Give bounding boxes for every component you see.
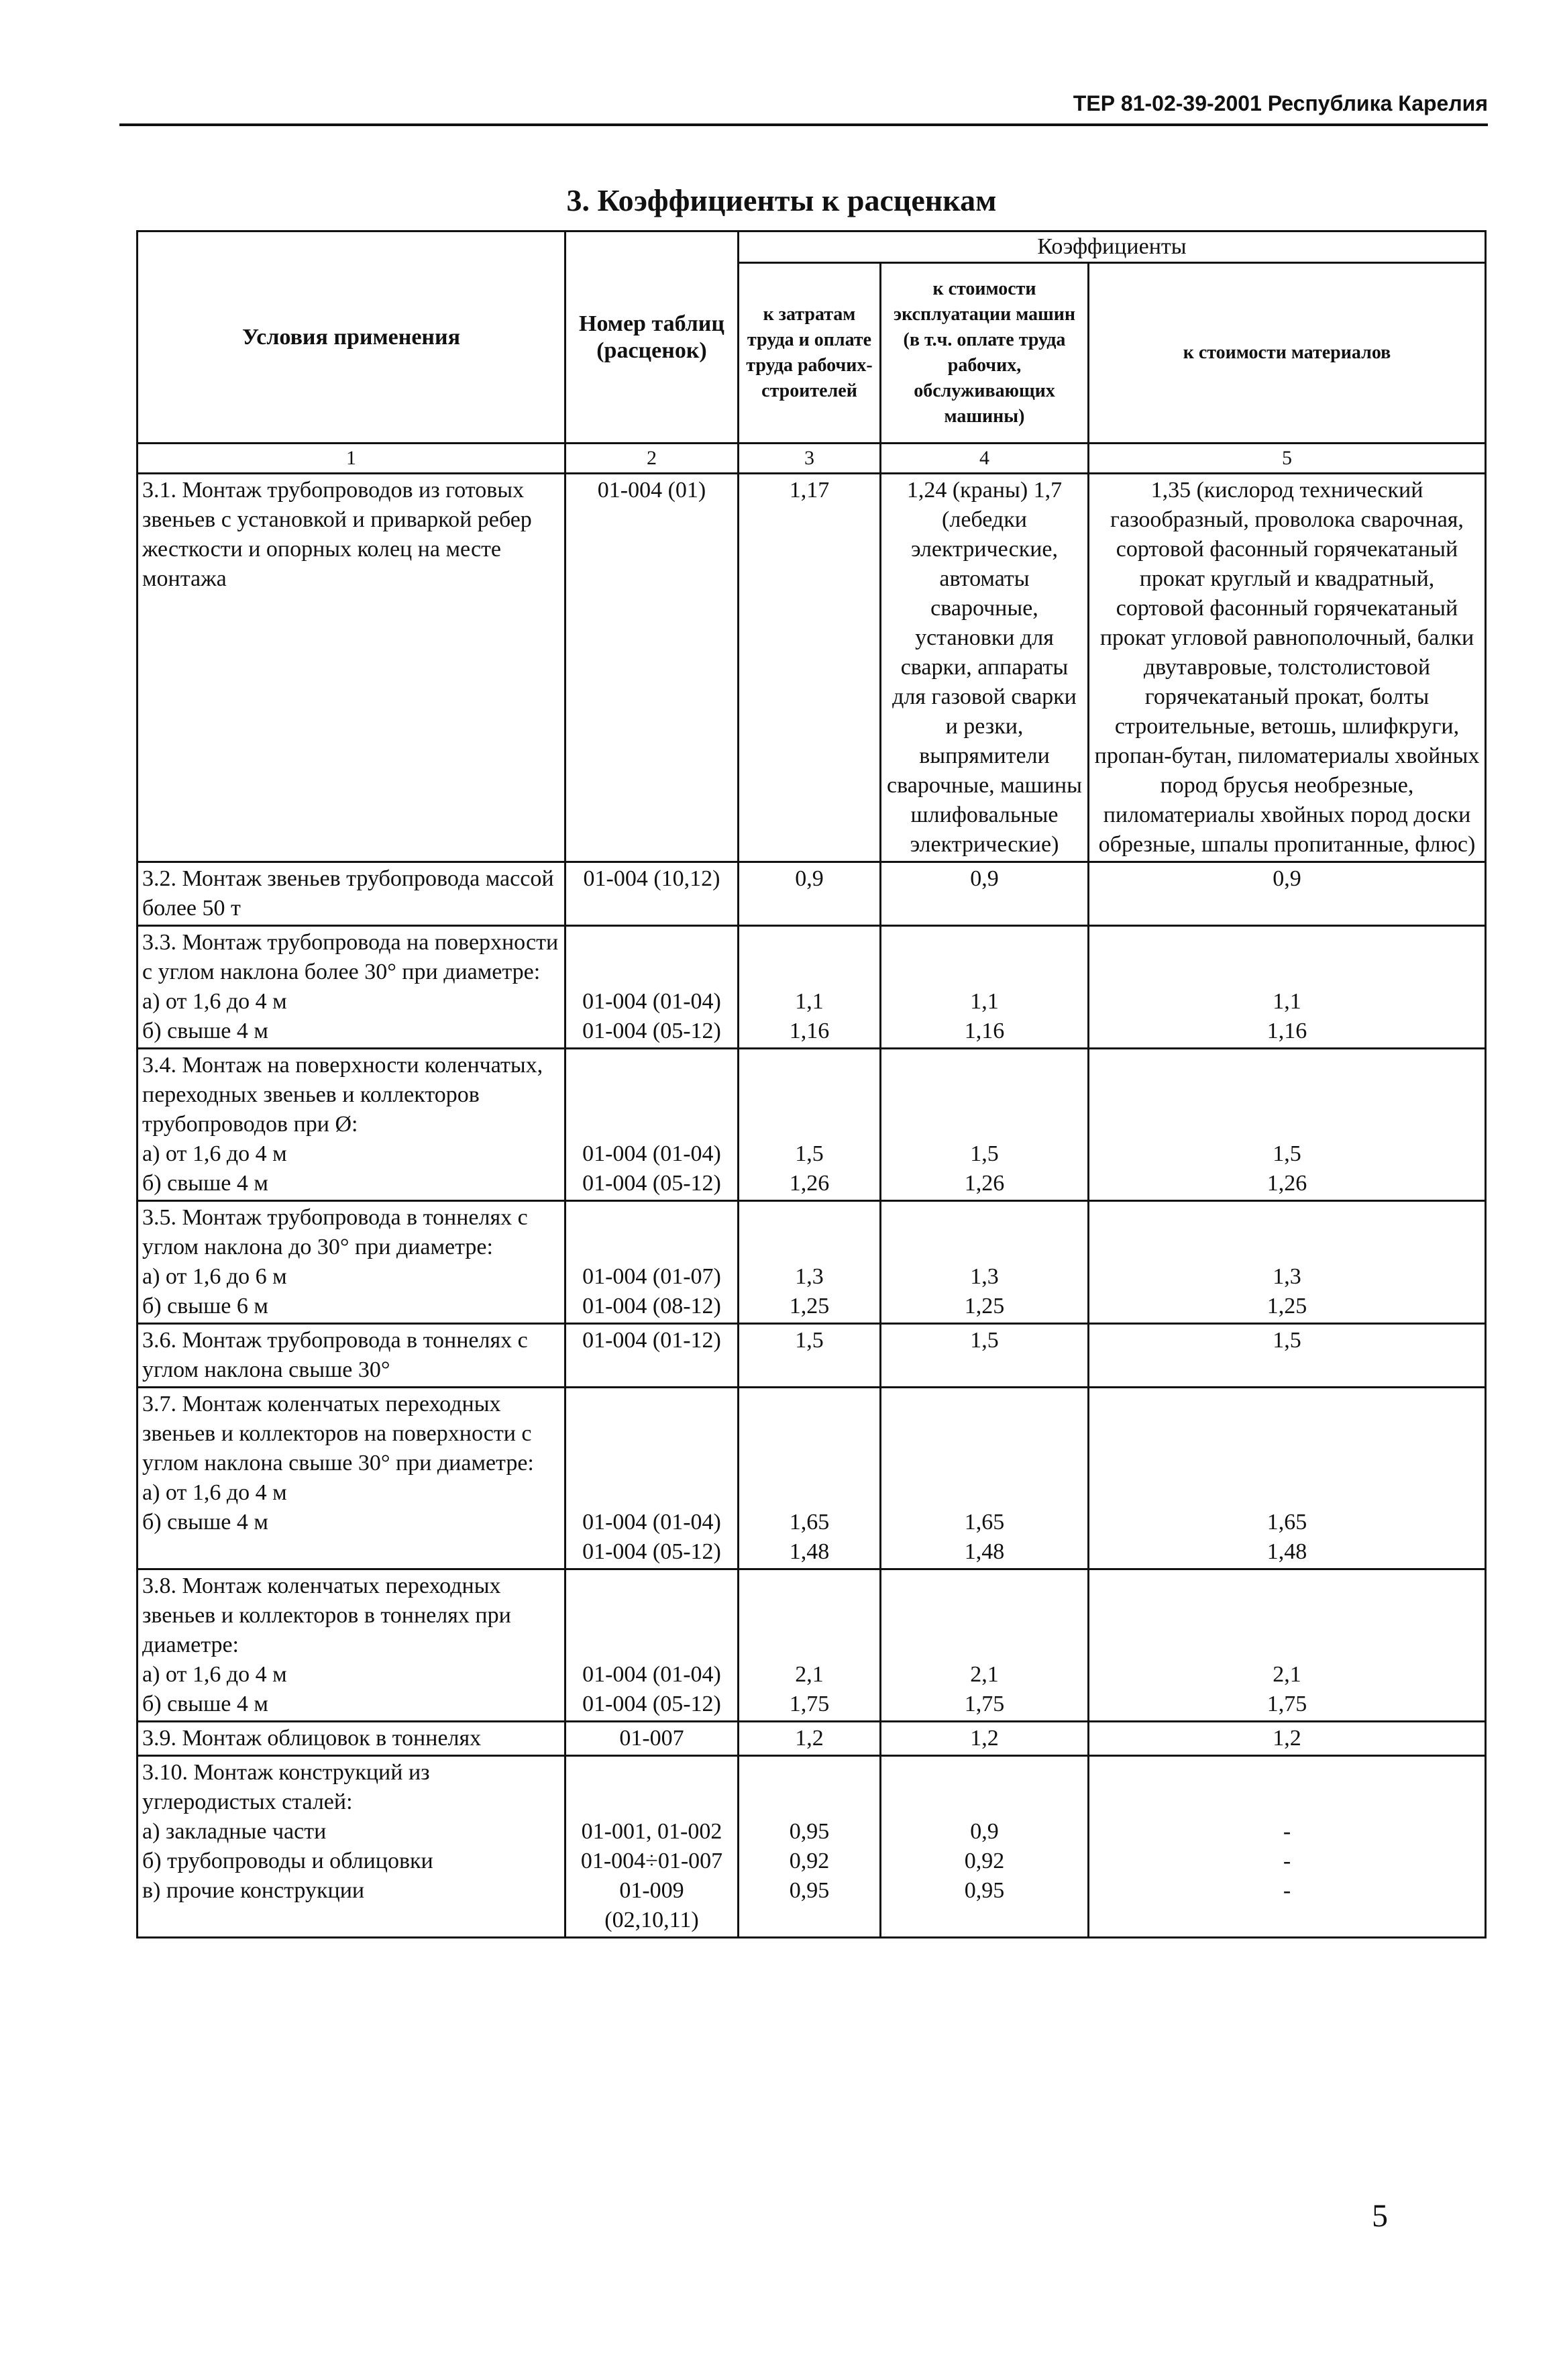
cell-machines [881, 1756, 1089, 1938]
cell-line [743, 1233, 875, 1262]
cell-line [570, 1233, 733, 1262]
cell-line [885, 1110, 1083, 1139]
cell-line: 0,9 [970, 866, 999, 891]
cell-line: 1,75 [1266, 1692, 1307, 1716]
cell-line [1093, 1051, 1480, 1080]
cell-machines [881, 926, 1089, 1049]
cell-line [570, 1478, 733, 1508]
cell-labor [739, 1388, 881, 1569]
cell-line [570, 1051, 733, 1080]
cell-line: 01-004 (05-12) [582, 1019, 721, 1043]
cell-materials [1089, 926, 1486, 1049]
cell-materials [1089, 862, 1486, 926]
cell-line [885, 1233, 1083, 1262]
cell-line [743, 928, 875, 958]
header-coefficients-group: Коэффициенты [739, 231, 1486, 263]
cell-labor [739, 474, 881, 862]
cell-line [1093, 1758, 1480, 1788]
cell-labor [739, 1569, 881, 1722]
cell-table-no [565, 862, 739, 926]
cell-line: 1,3 [795, 1264, 824, 1289]
cell-line: а) закладные части [142, 1819, 327, 1844]
cell-condition [138, 1324, 565, 1388]
cell-machines [881, 1324, 1089, 1388]
cell-line [885, 1080, 1083, 1110]
cell-line: а) от 1,6 до 4 м [142, 1662, 287, 1687]
cell-line: 0,92 [964, 1849, 1005, 1873]
cell-line: б) свыше 6 м [142, 1294, 268, 1318]
cell-labor [739, 926, 881, 1049]
cell-line [885, 1478, 1083, 1508]
cell-line [1093, 1788, 1480, 1817]
cell-line: 1,35 (кислород технический газообразный, проволока сварочная, сортовой фасонный горячекатаный прокат круглый и квадратный, сортовой фасонный горячекатаный прокат угловой равнополочный, балки двутавровые, толстолистовой горячекатаный прокат, болты строительные, ветошь, шлифкруги, пропан-бутан, пиломатериалы хвойных пород брусья необрезные, пиломатериалы хвойных пород доски обрезные, шпалы пропитанные, флюс) [1094, 478, 1480, 857]
cell-machines [881, 862, 1089, 926]
cell-line [570, 1419, 733, 1449]
cell-line: 1,2 [1273, 1726, 1301, 1751]
cell-line: 01-004 (01) [597, 478, 706, 503]
cell-line: а) от 1,6 до 4 м [142, 1480, 287, 1505]
cell-table-no [565, 1388, 739, 1569]
cell-line [743, 1571, 875, 1601]
cell-materials [1089, 1049, 1486, 1201]
cell-line: 1,17 [789, 478, 830, 503]
cell-line: 1,2 [970, 1726, 999, 1751]
cell-line: 1,48 [789, 1539, 830, 1564]
cell-line [743, 1788, 875, 1817]
cell-line: 1,25 [789, 1294, 830, 1318]
cell-table-no [565, 1049, 739, 1201]
cell-line: 1,25 [1266, 1294, 1307, 1318]
cell-labor [739, 862, 881, 926]
cell-materials [1089, 1569, 1486, 1722]
cell-line: 1,5 [795, 1328, 824, 1353]
cell-line [743, 958, 875, 987]
table-row [138, 926, 1486, 1049]
cell-line: б) свыше 4 м [142, 1171, 268, 1196]
table-row [138, 1569, 1486, 1722]
cell-line: 0,95 [789, 1878, 830, 1903]
cell-line: а) от 1,6 до 4 м [142, 989, 287, 1014]
cell-line [1093, 1601, 1480, 1631]
cell-line: а) от 1,6 до 4 м [142, 1141, 287, 1166]
cell-table-no [565, 1201, 739, 1324]
cell-line [885, 1203, 1083, 1233]
page-number: 5 [1372, 2198, 1388, 2234]
cell-line: 1,16 [964, 1019, 1005, 1043]
cell-line [743, 1051, 875, 1080]
cell-line [570, 1203, 733, 1233]
table-row [138, 862, 1486, 926]
cell-line: 01-004 (01-04) [582, 989, 721, 1014]
column-number: 1 [138, 444, 565, 474]
cell-line [885, 1601, 1083, 1631]
cell-line: б) свыше 4 м [142, 1019, 268, 1043]
cell-line: 1,26 [789, 1171, 830, 1196]
table-row [138, 1324, 1486, 1388]
cell-line [570, 1571, 733, 1601]
cell-line [1093, 958, 1480, 987]
cell-line [1093, 1110, 1480, 1139]
cell-condition [138, 1388, 565, 1569]
cell-line: 3.9. Монтаж облицовок в тоннелях [142, 1726, 482, 1751]
table-body [138, 474, 1486, 1938]
cell-line: 1,5 [970, 1141, 999, 1166]
cell-line [885, 1758, 1083, 1788]
table-row [138, 1049, 1486, 1201]
column-number: 3 [739, 444, 881, 474]
cell-line: 1,1 [1273, 989, 1301, 1014]
cell-machines [881, 474, 1089, 862]
cell-line [743, 1758, 875, 1788]
cell-machines [881, 1569, 1089, 1722]
cell-line [743, 1390, 875, 1419]
cell-condition [138, 926, 565, 1049]
cell-line: - [1283, 1878, 1291, 1903]
cell-line: 01-004÷01-007 [580, 1849, 723, 1873]
cell-line: 3.2. Монтаж звеньев трубопровода массой более 50 т [142, 866, 554, 921]
cell-line: 0,92 [789, 1849, 830, 1873]
cell-line: 01-004 (10,12) [583, 866, 720, 891]
cell-line: 01-004 (08-12) [582, 1294, 721, 1318]
column-number-row [138, 444, 1486, 474]
document-reference: ТЕР 81-02-39-2001 Республика Карелия [1073, 91, 1488, 115]
cell-line: 0,9 [1273, 866, 1301, 891]
cell-line: 3.10. Монтаж конструкций из углеродистых сталей: [142, 1760, 430, 1814]
cell-line [743, 1601, 875, 1631]
cell-line [885, 928, 1083, 958]
cell-line: 1,65 [789, 1510, 830, 1535]
header-table-number: Номер таблиц (расценок) [565, 231, 739, 444]
cell-line [743, 1449, 875, 1478]
coefficients-table [136, 230, 1487, 1938]
cell-line [1093, 1203, 1480, 1233]
cell-line: 3.3. Монтаж трубопровода на поверхности с углом наклона более 30° при диаметре: [142, 930, 559, 984]
cell-line [570, 1788, 733, 1817]
cell-line: б) свыше 4 м [142, 1510, 268, 1535]
cell-table-no [565, 1324, 739, 1388]
cell-line: 1,1 [970, 989, 999, 1014]
cell-line: 01-004 (01-04) [582, 1141, 721, 1166]
column-number: 4 [881, 444, 1089, 474]
cell-line [885, 1051, 1083, 1080]
cell-materials [1089, 474, 1486, 862]
cell-labor [739, 1756, 881, 1938]
cell-materials [1089, 1201, 1486, 1324]
cell-line: 3.4. Монтаж на поверхности коленчатых, переходных звеньев и коллекторов трубопроводов при Ø: [142, 1053, 543, 1137]
cell-condition [138, 474, 565, 862]
cell-line: 01-004 (01-07) [582, 1264, 721, 1289]
table-row [138, 474, 1486, 862]
cell-line: 1,16 [789, 1019, 830, 1043]
cell-line: 01-004 (05-12) [582, 1692, 721, 1716]
cell-line [1093, 1571, 1480, 1601]
cell-line [885, 1571, 1083, 1601]
cell-line [743, 1203, 875, 1233]
cell-machines [881, 1722, 1089, 1756]
cell-line [885, 1788, 1083, 1817]
cell-line: 1,48 [964, 1539, 1005, 1564]
cell-line [1093, 1080, 1480, 1110]
cell-line: б) свыше 4 м [142, 1692, 268, 1716]
table-row [138, 1201, 1486, 1324]
cell-line: 1,24 (краны) 1,7 (лебедки электрические, автоматы сварочные, установки для сварки, аппараты для газовой сварки и резки, выпрямители сварочные, машины шлифовальные электрические) [887, 478, 1082, 857]
cell-line: 0,95 [789, 1819, 830, 1844]
cell-line [570, 928, 733, 958]
cell-line [885, 1449, 1083, 1478]
cell-line: 01-009 (02,10,11) [604, 1878, 699, 1932]
cell-line: 1,65 [1266, 1510, 1307, 1535]
cell-line: - [1283, 1849, 1291, 1873]
cell-line: 1,2 [795, 1726, 824, 1751]
cell-line [570, 1449, 733, 1478]
cell-line: 01-001, 01-002 [581, 1819, 722, 1844]
cell-line [885, 958, 1083, 987]
cell-line: в) прочие конструкции [142, 1878, 365, 1903]
table-row [138, 1388, 1486, 1569]
cell-line: 1,65 [964, 1510, 1005, 1535]
cell-condition [138, 1049, 565, 1201]
cell-labor [739, 1049, 881, 1201]
cell-line [1093, 928, 1480, 958]
cell-line [570, 958, 733, 987]
table-row [138, 1756, 1486, 1938]
cell-line: 0,95 [964, 1878, 1005, 1903]
cell-line: 1,25 [964, 1294, 1005, 1318]
cell-table-no [565, 1722, 739, 1756]
cell-line: 2,1 [795, 1662, 824, 1687]
column-number: 2 [565, 444, 739, 474]
cell-line: 01-004 (01-04) [582, 1510, 721, 1535]
cell-line: 01-007 [619, 1726, 684, 1751]
cell-line [570, 1758, 733, 1788]
column-number: 5 [1089, 444, 1486, 474]
cell-line [1093, 1449, 1480, 1478]
cell-line: 2,1 [1273, 1662, 1301, 1687]
cell-condition [138, 1201, 565, 1324]
cell-line: 1,75 [789, 1692, 830, 1716]
cell-line: 3.6. Монтаж трубопровода в тоннелях с углом наклона свыше 30° [142, 1328, 528, 1382]
cell-line: 1,5 [1273, 1328, 1301, 1353]
cell-materials [1089, 1722, 1486, 1756]
header-condition: Условия применения [138, 231, 565, 444]
running-header [119, 87, 1488, 126]
cell-line: 1,5 [1273, 1141, 1301, 1166]
cell-line [570, 1601, 733, 1631]
cell-line: 1,75 [964, 1692, 1005, 1716]
cell-machines [881, 1388, 1089, 1569]
cell-line: 1,3 [970, 1264, 999, 1289]
cell-labor [739, 1324, 881, 1388]
cell-line: 01-004 (01-12) [582, 1328, 721, 1353]
cell-line [885, 1419, 1083, 1449]
table-row [138, 1722, 1486, 1756]
cell-line: 1,16 [1266, 1019, 1307, 1043]
cell-line: 1,3 [1273, 1264, 1301, 1289]
cell-line [570, 1390, 733, 1419]
header-materials: к стоимости материалов [1089, 263, 1486, 444]
cell-line: 1,1 [795, 989, 824, 1014]
cell-line [1093, 1478, 1480, 1508]
header-labor: к затратам труда и оплате труда рабочих-строителей [739, 263, 881, 444]
cell-labor [739, 1722, 881, 1756]
cell-line: 1,26 [1266, 1171, 1307, 1196]
cell-line: а) от 1,6 до 6 м [142, 1264, 287, 1289]
cell-machines [881, 1049, 1089, 1201]
cell-materials [1089, 1756, 1486, 1938]
cell-line: 01-004 (05-12) [582, 1539, 721, 1564]
cell-line: 3.5. Монтаж трубопровода в тоннелях с углом наклона до 30° при диаметре: [142, 1205, 528, 1259]
cell-line: 0,9 [795, 866, 824, 891]
cell-line [570, 1080, 733, 1110]
cell-line [885, 1390, 1083, 1419]
cell-materials [1089, 1324, 1486, 1388]
cell-line: 1,26 [964, 1171, 1005, 1196]
cell-table-no [565, 474, 739, 862]
cell-materials [1089, 1388, 1486, 1569]
cell-line [570, 1631, 733, 1660]
cell-line: 01-004 (01-04) [582, 1662, 721, 1687]
cell-line: 3.1. Монтаж трубопроводов из готовых звеньев с установкой и приваркой ребер жесткости и опорных колец на месте монтажа [142, 478, 532, 591]
section-title: 3. Коэффициенты к расценкам [566, 183, 997, 217]
cell-line [1093, 1233, 1480, 1262]
cell-line: 3.8. Монтаж коленчатых переходных звеньев и коллекторов в тоннелях при диаметре: [142, 1573, 511, 1657]
cell-line [1093, 1419, 1480, 1449]
cell-line [743, 1080, 875, 1110]
cell-line: 2,1 [970, 1662, 999, 1687]
cell-line: 0,9 [970, 1819, 999, 1844]
cell-line: 3.7. Монтаж коленчатых переходных звеньев и коллекторов на поверхности с углом наклона свыше 30° при диаметре: [142, 1392, 534, 1476]
cell-line: - [1283, 1819, 1291, 1844]
cell-line [743, 1110, 875, 1139]
cell-labor [739, 1201, 881, 1324]
header-machines: к стоимости эксплуатации машин (в т.ч. оплате труда рабочих, обслуживающих машины) [881, 263, 1089, 444]
cell-line: б) трубопроводы и облицовки [142, 1849, 433, 1873]
cell-machines [881, 1201, 1089, 1324]
cell-table-no [565, 1569, 739, 1722]
cell-line [1093, 1390, 1480, 1419]
cell-line: 01-004 (05-12) [582, 1171, 721, 1196]
cell-condition [138, 1569, 565, 1722]
cell-line [570, 1110, 733, 1139]
cell-line [743, 1631, 875, 1660]
cell-line: 1,48 [1266, 1539, 1307, 1564]
cell-table-no [565, 1756, 739, 1938]
cell-line: 1,5 [795, 1141, 824, 1166]
cell-line: 1,5 [970, 1328, 999, 1353]
cell-condition [138, 1756, 565, 1938]
cell-table-no [565, 926, 739, 1049]
cell-condition [138, 1722, 565, 1756]
cell-condition [138, 862, 565, 926]
cell-line [743, 1419, 875, 1449]
cell-line [885, 1631, 1083, 1660]
cell-line [743, 1478, 875, 1508]
cell-line [1093, 1631, 1480, 1660]
